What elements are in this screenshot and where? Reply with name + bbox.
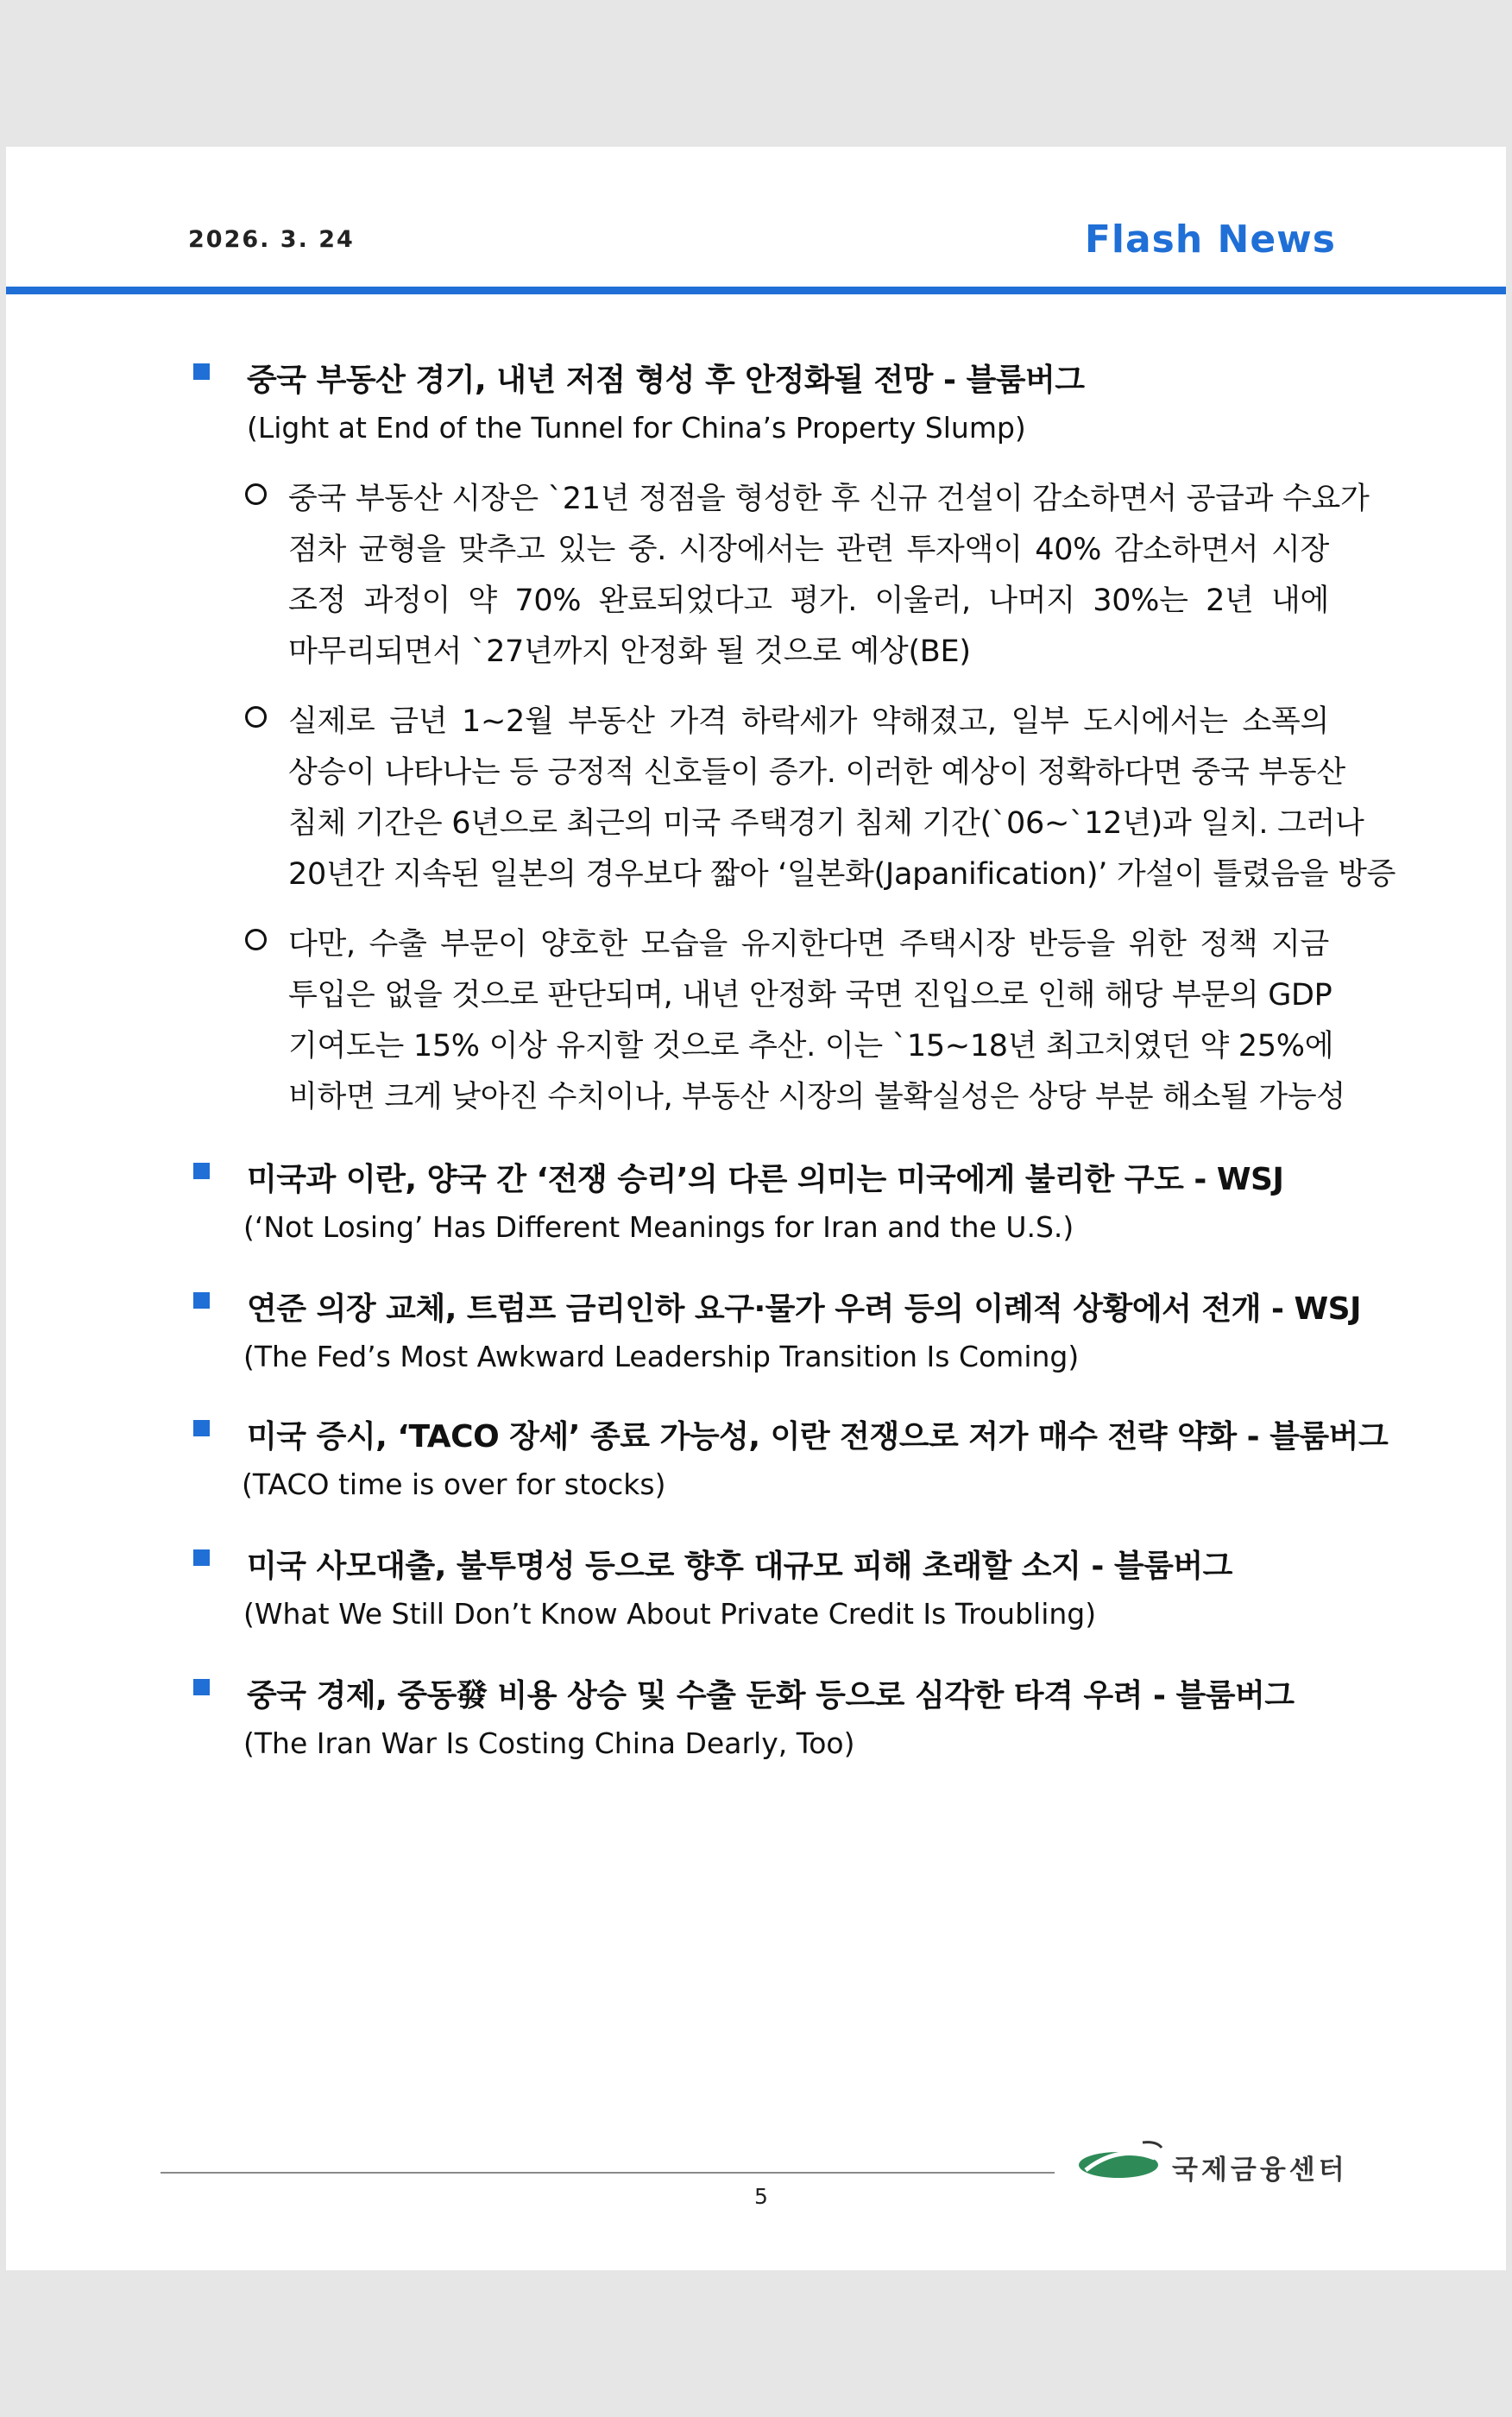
square-bullet-icon xyxy=(193,1420,210,1436)
headline-text: 미국 사모대출, 불투명성 등으로 향후 대규모 피해 초래할 소지 - 블룸버그 xyxy=(247,1549,1232,1584)
summary-line: 기여도는 15% 이상 유지할 것으로 추산. 이는 `15~18년 최고치였던 약 25%에 xyxy=(288,1029,1334,1063)
summary-line: 침체 기간은 6년으로 최근의 미국 주택경기 침체 기간(`06~`12년)과 일치. 그러나 xyxy=(288,806,1364,841)
square-bullet-icon xyxy=(193,1292,210,1309)
headline-text: 미국과 이란, 양국 간 ‘전쟁 승리’의 다른 의미는 미국에게 불리한 구도 - WSJ xyxy=(247,1162,1284,1197)
summary-line: 점차 균형을 맞추고 있는 중. 시장에서는 관련 투자액이 40% 감소하면서 시장 xyxy=(288,533,1329,567)
headline-subtitle: (Light at End of the Tunnel for China’s Property Slump) xyxy=(247,411,1026,445)
square-bullet-icon xyxy=(193,1549,210,1566)
summary-line: 조정 과정이 약 70% 완료되었다고 평가. 이울러, 나머지 30%는 2년 내에 xyxy=(288,584,1329,618)
headline-text: 중국 부동산 경기, 내년 저점 형성 후 안정화될 전망 - 블룸버그 xyxy=(247,363,1085,398)
square-bullet-icon xyxy=(193,1163,210,1179)
issue-date: 2026. 3. 24 xyxy=(188,226,355,253)
organization-name: 국제금융센터 xyxy=(1172,2155,1348,2186)
headline-subtitle: (‘Not Losing’ Has Different Meanings for Iran and the U.S.) xyxy=(243,1210,1074,1244)
page-number: 5 xyxy=(754,2184,768,2209)
summary-line: 다만, 수출 부문이 양호한 모습을 유지한다면 주택시장 반등을 위한 정책 지금 xyxy=(288,927,1329,962)
headline-text: 중국 경제, 중동發 비용 상승 및 수출 둔화 등으로 심각한 타격 우려 - 블룸버그 xyxy=(247,1678,1295,1713)
headline-subtitle: (The Iran War Is Costing China Dearly, Too) xyxy=(243,1726,855,1760)
summary-line: 중국 부동산 시장은 `21년 정점을 형성한 후 신규 건설이 감소하면서 공급과 수요가 xyxy=(288,482,1370,516)
square-bullet-icon xyxy=(193,1679,210,1695)
headline-subtitle: (The Fed’s Most Awkward Leadership Transition Is Coming) xyxy=(243,1340,1080,1373)
header-divider xyxy=(6,287,1506,294)
circle-bullet-icon xyxy=(245,483,267,505)
square-bullet-icon xyxy=(193,363,210,380)
circle-bullet-icon xyxy=(245,706,267,728)
document-page xyxy=(6,147,1506,2270)
publication-title: Flash News xyxy=(1084,218,1336,262)
footer-divider xyxy=(161,2172,1055,2174)
summary-line: 상승이 나타나는 등 긍정적 신호들이 증가. 이러한 예상이 정확하다면 중국 부동산 xyxy=(288,755,1345,790)
circle-bullet-icon xyxy=(245,929,267,950)
summary-line: 20년간 지속된 일본의 경우보다 짧아 ‘일본화(Japanification)’ 가설이 틀렸음을 방증 xyxy=(288,857,1396,892)
headline-subtitle: (What We Still Don’t Know About Private Credit Is Troubling) xyxy=(243,1597,1097,1631)
summary-line: 마무리되면서 `27년까지 안정화 될 것으로 예상(BE) xyxy=(288,634,971,669)
summary-line: 투입은 없을 것으로 판단되며, 내년 안정화 국면 진입으로 인해 해당 부문의 GDP xyxy=(288,978,1332,1013)
summary-line: 실제로 금년 1~2월 부동산 가격 하락세가 약해졌고, 일부 도시에서는 소폭의 xyxy=(288,704,1329,739)
kcif-logo-icon xyxy=(1075,2139,1170,2182)
headline-text: 연준 의장 교체, 트럼프 금리인하 요구·물가 우려 등의 이례적 상황에서 전개 - WSJ xyxy=(247,1291,1362,1327)
summary-line: 비하면 크게 낮아진 수치이나, 부동산 시장의 불확실성은 상당 부분 해소될 가능성 xyxy=(288,1080,1345,1114)
headline-text: 미국 증시, ‘TACO 장세’ 종료 가능성, 이란 전쟁으로 저가 매수 전략 약화 - 블룸버그 xyxy=(247,1419,1389,1455)
headline-subtitle: (TACO time is over for stocks) xyxy=(242,1467,666,1501)
